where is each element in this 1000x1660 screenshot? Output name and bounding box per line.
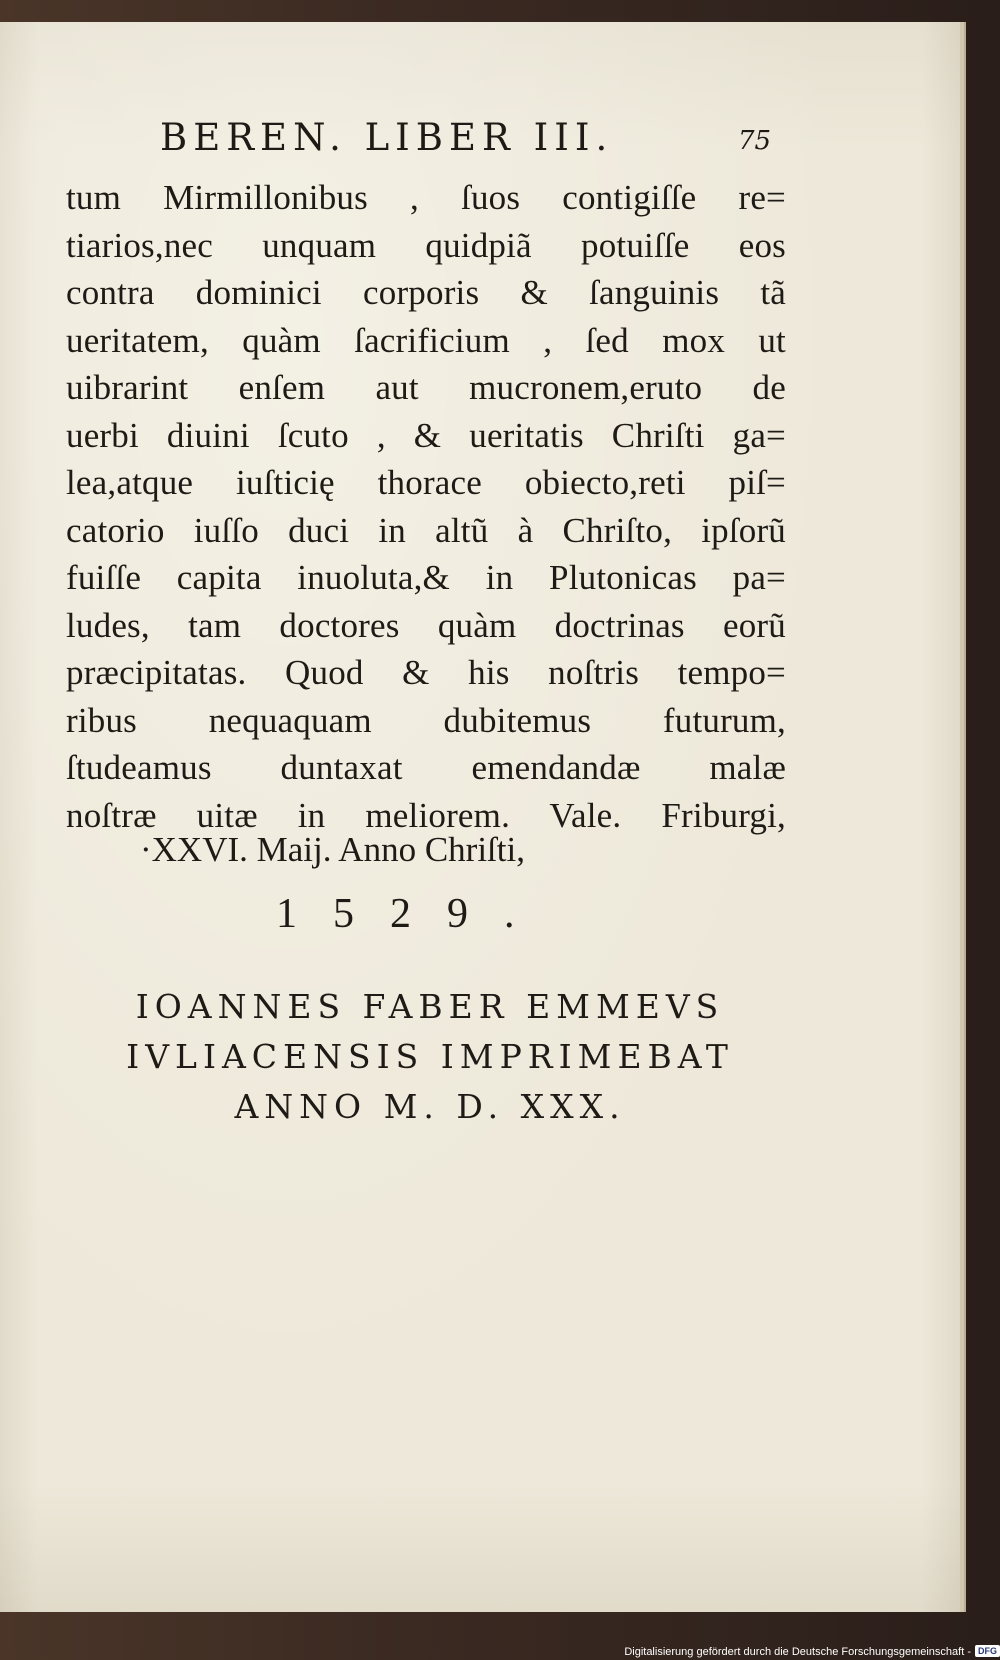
text-line: tiarios,nec unquam quidpiã potuiſſe eos bbox=[66, 225, 786, 265]
colophon-line: IVLIACENSIS IMPRIMEBAT bbox=[126, 1037, 734, 1076]
page-number: 75 bbox=[738, 126, 772, 156]
year: 1529. bbox=[276, 891, 551, 937]
colophon-line: IOANNES FABER EMMEVS bbox=[135, 987, 725, 1026]
dateline: ·XXVI. Maij. Anno Chriſti, bbox=[140, 830, 525, 869]
text-line: fuiſſe capita inuoluta,& in Plutonicas pa= bbox=[66, 558, 786, 597]
text-line: ludes, tam doctores quàm doctrinas eorũ bbox=[66, 605, 786, 645]
text-line: ueritatem, quàm ſacrificium , ſed mox ut bbox=[66, 320, 786, 360]
running-head bbox=[160, 116, 800, 168]
text-line: catorio iuſſo duci in altũ à Chriſto, ipſorũ bbox=[66, 510, 786, 550]
text-line: noſtræ uitæ in meliorem. Vale. Friburgi, bbox=[66, 795, 786, 835]
text-line: lea,atque iuſticię thorace obiecto,reti piſ= bbox=[66, 463, 786, 502]
body-text bbox=[66, 174, 786, 839]
text-line: ſtudeamus duntaxat emendandæ malæ bbox=[66, 748, 786, 787]
colophon bbox=[80, 982, 780, 1132]
book-page bbox=[0, 22, 964, 1612]
running-head-title: BEREN. LIBER III. bbox=[160, 116, 614, 159]
text-line: uerbi diuini ſcuto , & ueritatis Chriſti ga= bbox=[66, 415, 786, 455]
text-line: tum Mirmillonibus , ſuos contigiſſe re= bbox=[66, 178, 786, 217]
text-line: uibrarint enſem aut mucronem,eruto de bbox=[66, 368, 786, 407]
text-line: præcipitatas. Quod & his noſtris tempo= bbox=[66, 653, 786, 692]
text-line: contra dominici corporis & ſanguinis tã bbox=[66, 273, 786, 312]
dfg-logo: DFG bbox=[975, 1645, 1000, 1657]
text-line: ribus nequaquam dubitemus futurum, bbox=[66, 700, 786, 740]
digitization-credit bbox=[600, 1644, 1000, 1660]
colophon-line: ANNO M. D. XXX. bbox=[234, 1087, 626, 1126]
credit-text: Digitalisierung gefördert durch die Deutsche Forschungsgemeinschaft - bbox=[624, 1646, 971, 1658]
